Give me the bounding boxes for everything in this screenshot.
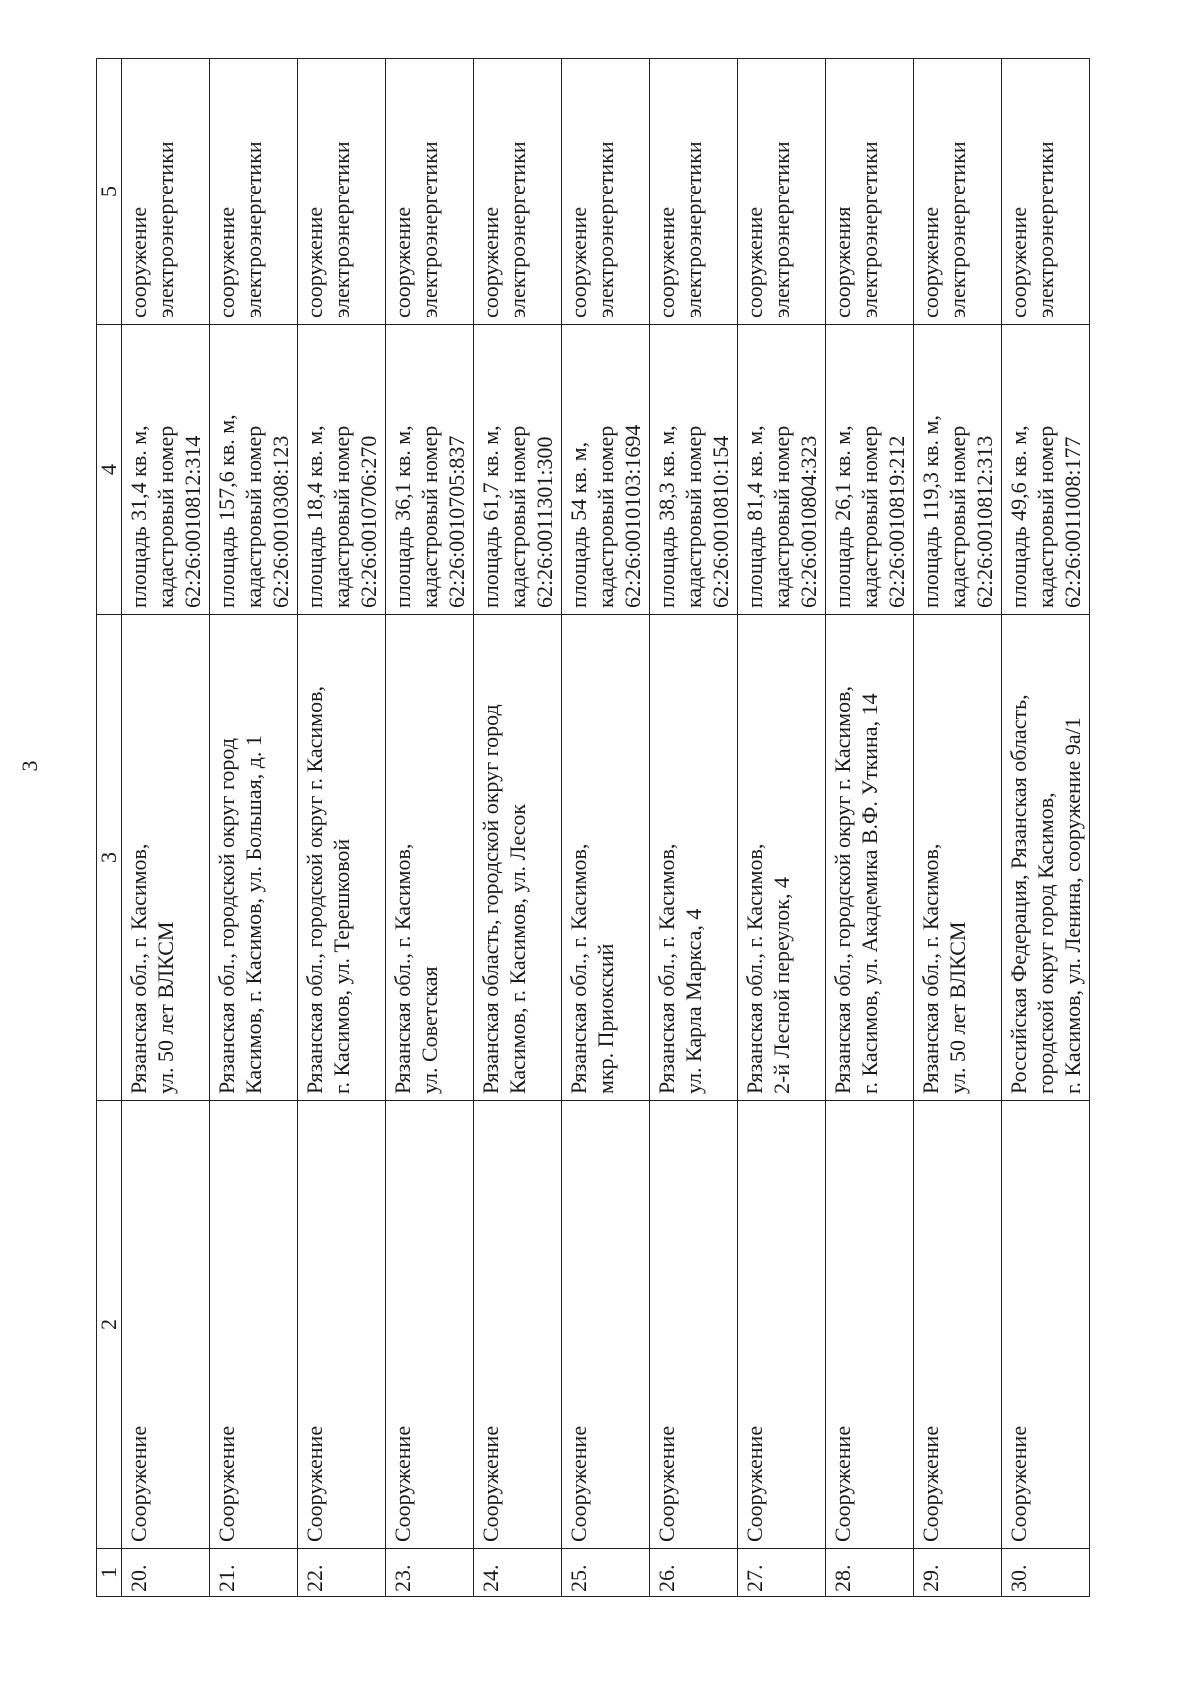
object-type-text: Сооружение <box>214 1425 239 1542</box>
object-details <box>386 325 474 615</box>
object-type <box>474 1101 562 1549</box>
object-purpose-text: сооружение электроэнергетики <box>918 141 970 318</box>
object-details <box>738 325 826 615</box>
row-number <box>738 1549 826 1597</box>
object-purpose-text: сооружения электроэнергетики <box>830 141 882 318</box>
object-address-text: Рязанская обл., г. Касимов, ул. 50 лет ВЛКСМ <box>918 843 970 1094</box>
object-type-text: Сооружение <box>126 1425 151 1542</box>
object-purpose-text: сооружение электроэнергетики <box>390 141 442 318</box>
object-type-text: Сооружение <box>742 1425 767 1542</box>
object-type <box>386 1101 474 1549</box>
object-address <box>122 615 210 1101</box>
object-purpose <box>474 59 562 325</box>
object-details-text: площадь 54 кв. м, кадастровый номер 62:26:0010103:1694 <box>566 424 645 608</box>
object-purpose <box>914 59 1002 325</box>
object-type <box>562 1101 650 1549</box>
object-details <box>562 325 650 615</box>
object-details-text: площадь 157,6 кв. м, кадастровый номер 62:26:0010308:123 <box>214 414 293 608</box>
row-number-text: 27. <box>742 1564 767 1592</box>
object-purpose <box>562 59 650 325</box>
object-details-text: площадь 18,4 кв. м, кадастровый номер 62:26:0010706:270 <box>302 425 381 608</box>
object-address <box>298 615 386 1101</box>
row-number <box>562 1549 650 1597</box>
object-purpose <box>122 59 210 325</box>
object-details-text: площадь 26,1 кв. м, кадастровый номер 62:26:0010819:212 <box>830 425 909 608</box>
table-row <box>738 59 826 1597</box>
table-row <box>386 59 474 1597</box>
object-address-text: Рязанская обл., городской округ г. Касимов, г. Касимов, ул. Академика В.Ф. Уткина, 14 <box>830 686 882 1094</box>
object-type-text: Сооружение <box>566 1425 591 1542</box>
object-details <box>210 325 298 615</box>
object-purpose <box>826 59 914 325</box>
table-row <box>122 59 210 1597</box>
object-purpose-text: сооружение электроэнергетики <box>742 141 794 318</box>
object-purpose <box>738 59 826 325</box>
table-row <box>914 59 1002 1597</box>
table-row <box>826 59 914 1597</box>
table-row <box>650 59 738 1597</box>
object-type-text: Сооружение <box>918 1425 943 1542</box>
object-address <box>562 615 650 1101</box>
row-number-text: 30. <box>1006 1564 1031 1592</box>
table-row <box>210 59 298 1597</box>
object-address-text: Рязанская обл., г. Касимов, ул. 50 лет ВЛКСМ <box>126 843 178 1094</box>
row-number <box>1002 1549 1090 1597</box>
object-details <box>122 325 210 615</box>
object-details-text: площадь 61,7 кв. м, кадастровый номер 62:26:0011301:300 <box>478 425 557 608</box>
row-number <box>826 1549 914 1597</box>
object-purpose <box>650 59 738 325</box>
header-col-1: 1 <box>97 1549 122 1597</box>
object-type-text: Сооружение <box>654 1425 679 1542</box>
object-details <box>914 325 1002 615</box>
object-type <box>650 1101 738 1549</box>
object-address <box>210 615 298 1101</box>
object-purpose-text: сооружение электроэнергетики <box>126 141 178 318</box>
object-details <box>826 325 914 615</box>
object-type <box>914 1101 1002 1549</box>
object-details <box>1002 325 1090 615</box>
object-address-text: Рязанская обл., г. Касимов, 2-й Лесной переулок, 4 <box>742 843 794 1094</box>
object-address-text: Рязанская обл., г. Касимов, ул. Карла Маркса, 4 <box>654 843 706 1094</box>
object-details-text: площадь 49,6 кв. м, кадастровый номер 62:26:0011008:177 <box>1006 425 1085 608</box>
object-purpose-text: сооружение электроэнергетики <box>654 141 706 318</box>
object-purpose <box>386 59 474 325</box>
row-number <box>210 1549 298 1597</box>
object-details-text: площадь 119,3 кв. м, кадастровый номер 62:26:0010812:313 <box>918 415 997 608</box>
object-address <box>1002 615 1090 1101</box>
object-details <box>474 325 562 615</box>
object-purpose-text: сооружение электроэнергетики <box>566 141 618 318</box>
object-type <box>122 1101 210 1549</box>
property-table <box>96 58 1090 1597</box>
row-number-text: 29. <box>918 1564 943 1592</box>
object-details-text: площадь 36,1 кв. м, кадастровый номер 62:26:0010705:837 <box>390 425 469 608</box>
object-address-text: Рязанская обл., городской округ город Касимов, г. Касимов, ул. Большая, д. 1 <box>214 735 266 1094</box>
row-number <box>650 1549 738 1597</box>
object-address <box>650 615 738 1101</box>
object-address-text: Рязанская обл., г. Касимов, ул. Советская <box>390 843 442 1094</box>
table-header-row <box>97 59 122 1597</box>
table-row <box>298 59 386 1597</box>
object-purpose <box>210 59 298 325</box>
object-address <box>386 615 474 1101</box>
object-address-text: Рязанская обл., г. Касимов, мкр. Приокский <box>566 843 618 1094</box>
rotated-table-container <box>96 59 1200 1597</box>
header-col-4: 4 <box>97 325 122 615</box>
object-purpose <box>298 59 386 325</box>
row-number-text: 24. <box>478 1564 503 1592</box>
object-purpose <box>1002 59 1090 325</box>
object-details <box>298 325 386 615</box>
object-details-text: площадь 31,4 кв. м, кадастровый номер 62:26:0010812:314 <box>126 425 205 608</box>
object-type-text: Сооружение <box>1006 1425 1031 1542</box>
object-type-text: Сооружение <box>390 1425 415 1542</box>
object-address-text: Рязанская обл., городской округ г. Касимов, г. Касимов, ул. Терешковой <box>302 686 354 1094</box>
row-number-text: 21. <box>214 1564 239 1592</box>
page-number: 3 <box>17 760 42 772</box>
object-purpose-text: сооружение электроэнергетики <box>214 141 266 318</box>
row-number <box>474 1549 562 1597</box>
header-col-3: 3 <box>97 615 122 1101</box>
header-col-5: 5 <box>97 59 122 325</box>
object-type <box>738 1101 826 1549</box>
object-type <box>1002 1101 1090 1549</box>
object-type-text: Сооружение <box>830 1425 855 1542</box>
object-address <box>738 615 826 1101</box>
object-details-text: площадь 38,3 кв. м, кадастровый номер 62:26:0010810:154 <box>654 425 733 608</box>
row-number-text: 20. <box>126 1564 151 1592</box>
object-address <box>474 615 562 1101</box>
row-number <box>122 1549 210 1597</box>
row-number-text: 26. <box>654 1564 679 1592</box>
row-number-text: 22. <box>302 1564 327 1592</box>
row-number-text: 23. <box>390 1564 415 1592</box>
table-row <box>474 59 562 1597</box>
object-purpose-text: сооружение электроэнергетики <box>302 141 354 318</box>
object-type <box>826 1101 914 1549</box>
header-col-2: 2 <box>97 1101 122 1549</box>
row-number <box>298 1549 386 1597</box>
object-details-text: площадь 81,4 кв. м, кадастровый номер 62:26:0010804:323 <box>742 425 821 608</box>
row-number-text: 28. <box>830 1564 855 1592</box>
row-number-text: 25. <box>566 1564 591 1592</box>
object-address <box>826 615 914 1101</box>
row-number <box>914 1549 1002 1597</box>
object-address <box>914 615 1002 1101</box>
object-purpose-text: сооружение электроэнергетики <box>1006 141 1058 318</box>
object-type <box>298 1101 386 1549</box>
row-number <box>386 1549 474 1597</box>
object-purpose-text: сооружение электроэнергетики <box>478 141 530 318</box>
table-row <box>1002 59 1090 1597</box>
table-row <box>562 59 650 1597</box>
object-type-text: Сооружение <box>302 1425 327 1542</box>
object-details <box>650 325 738 615</box>
object-address-text: Рязанская область, городской округ город Касимов, г. Касимов, ул. Лесок <box>478 704 530 1094</box>
object-type-text: Сооружение <box>478 1425 503 1542</box>
object-address-text: Российская Федерация, Рязанская область, городской округ город Касимов, г. Касимов, ул. Ленина, сооружение 9а/1 <box>1006 694 1085 1094</box>
object-type <box>210 1101 298 1549</box>
